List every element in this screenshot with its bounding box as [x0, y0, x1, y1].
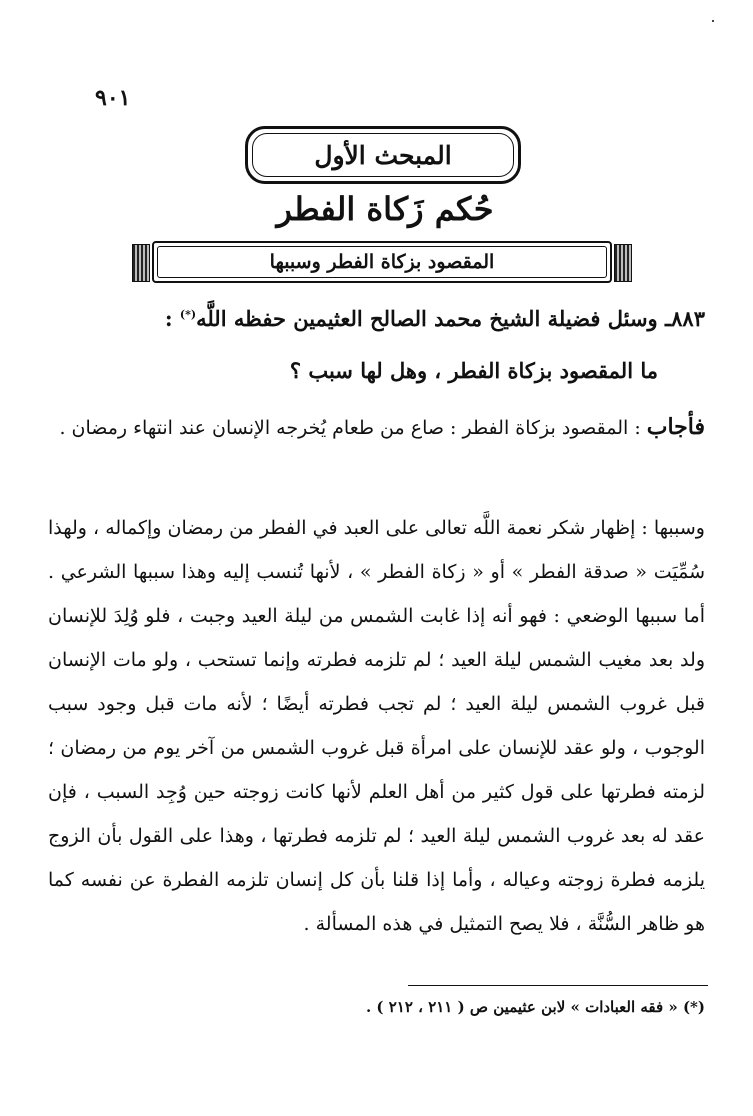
footnote-marker: (*)	[179, 308, 197, 321]
answer-label: فأجاب	[646, 414, 705, 440]
section-heading: المبحث الأول	[252, 133, 514, 177]
question-colon: :	[164, 306, 180, 331]
question-line-1	[130, 306, 705, 331]
section-heading-frame	[245, 126, 521, 184]
footnote-divider	[408, 985, 708, 986]
scan-speck	[712, 20, 714, 22]
topic-bar-right-cap	[614, 244, 632, 282]
footnote: (*) « فقه العبادات » لابن عثيمين ص ( ٢١١ ، ٢١٢ ) .	[365, 998, 705, 1016]
body-paragraph: وسببها : إظهار شكر نعمة اللَّه تعالى على العبد في الفطر من رمضان وإكماله ، ولهذا سُمِّيَت « صدقة الفطر » أو « زكاة الفطر » ، لأنها تُنسب إليه وهذا سببها الشرعي . أما سببها الوضعي : فهو أنه إذا غابت الشمس من ليلة العيد وجبت ، فلو وُلِدَ للإنسان ولد بعد مغيب الشمس ليلة العيد ؛ لم تلزمه فطرته وإنما تستحب ، ولو مات الإنسان قبل غروب الشمس ليلة العيد ؛ لم تجب فطرته أيضًا ؛ لأنه مات قبل وجود سبب الوجوب ، ولو عقد للإنسان على امرأة قبل غروب الشمس من آخر يوم من رمضان ؛ لزمته فطرتها على قول كثير من أهل العلم لأنها كانت زوجته حين وُجِد السبب ، فإن عقد له بعد غروب الشمس ليلة العيد ؛ لم تلزمه فطرتها ، وهذا على القول بأن الزوج يلزمه فطرة زوجته وعياله ، وأما إذا قلنا بأن كل إنسان تلزمه الفطرة عن نفسه كما هو ظاهر السُّنَّة ، فلا يصح التمثيل في هذه المسألة .	[48, 517, 705, 935]
page-number: ٩٠١	[95, 85, 131, 111]
question-text: ٨٨٣ـ وسئل فضيلة الشيخ محمد الصالح العثيمين حفظه اللَّه	[196, 306, 705, 331]
chapter-title: حُكم زَكاة الفطر	[276, 190, 494, 228]
topic-heading: المقصود بزكاة الفطر وسببها	[152, 241, 612, 283]
topic-heading-bar	[132, 241, 632, 283]
topic-bar-left-cap	[132, 244, 150, 282]
answer-paragraph	[48, 405, 705, 450]
question-line-2: ما المقصود بزكاة الفطر ، وهل لها سبب ؟	[289, 358, 658, 383]
answer-text: : المقصود بزكاة الفطر : صاع من طعام يُخرجه الإنسان عند انتهاء رمضان .	[59, 417, 647, 439]
